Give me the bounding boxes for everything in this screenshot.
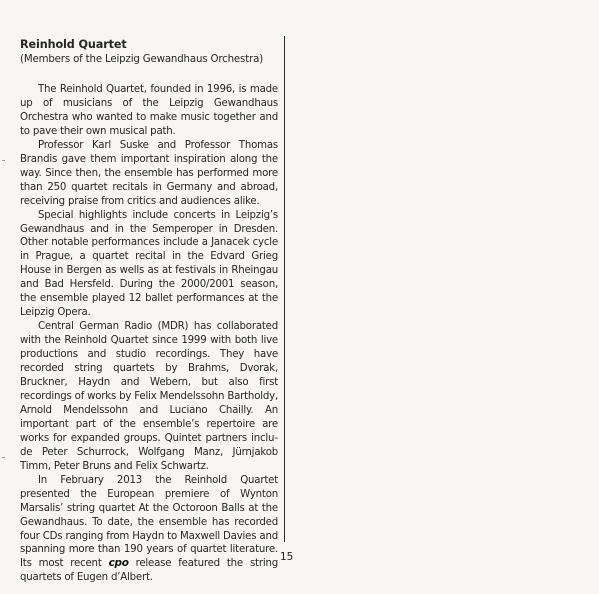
- page-number: 15: [280, 551, 294, 563]
- paragraph-5-text-end: release featured the string quartets of Eugen d’Albert.: [20, 558, 278, 584]
- paragraph-4: Central German Radio (MDR) has collaborated with the Reinhold Quartet since 1999 with both live productions and studio recordings. They have recorded string quartets by Brahms, Dvorak, Bruckner, Haydn and Webern, but also first recordings of works by Felix Mendelssohn Bartholdy, Arnold Mendelssohn and Luciano Chailly. An important part of the ensemble’s repertoire are works for expanded groups. Quintet partners include Peter Schurrock, Wolfgang Manz, Jürnjakob Timm, Peter Bruns and Felix Schwartz.: [20, 321, 278, 472]
- scan-edge-mark: [2, 160, 5, 161]
- section-heading: Reinhold Quartet: [20, 38, 127, 51]
- paragraph-3: Special highlights include concerts in Leipzig’s Gewandhaus and in the Semperoper in Dresden. Other notable performances include a Janacek cycle in Prague, a quartet recital in the Edvard Grieg House in Bergen as wells as at festivals in Rheingau and Bad Hersfeld. During the 2000/2001 season, the ensemble played 12 ballet performances at the Leipzig Opera.: [20, 209, 278, 319]
- paragraph-5: [20, 474, 278, 586]
- biography-text: [20, 83, 278, 585]
- column-divider: [284, 36, 285, 542]
- paragraph-2: Professor Karl Suske and Professor Thomas Brandis gave them important inspiration along the way. Since then, the ensemble has performed more than 250 quartet recitals in Germany and abroad, receiving praise from critics and audiences alike.: [20, 139, 278, 207]
- cpo-logo: cpo: [108, 557, 129, 570]
- scan-edge-mark: [2, 457, 5, 458]
- paragraph-5-text: In February 2013 the Reinhold Quartet presented the European premiere of Wynton Marsalis’ string quartet At the Octoroon Balls at the Gewandhaus. To date, the ensemble has recorded four CDs ranging from Haydn to Maxwell Davies and spanning more than 190 years of quartet literature. Its most recent: [20, 474, 278, 570]
- section-subheading: (Members of the Leipzig Gewandhaus Orchestra): [20, 54, 264, 65]
- text-column: [20, 38, 278, 585]
- paragraph-1: The Reinhold Quartet, founded in 1996, is made up of musicians of the Leipzig Gewandhaus Orchestra who wanted to make music together and to pave their own musical path.: [20, 84, 278, 137]
